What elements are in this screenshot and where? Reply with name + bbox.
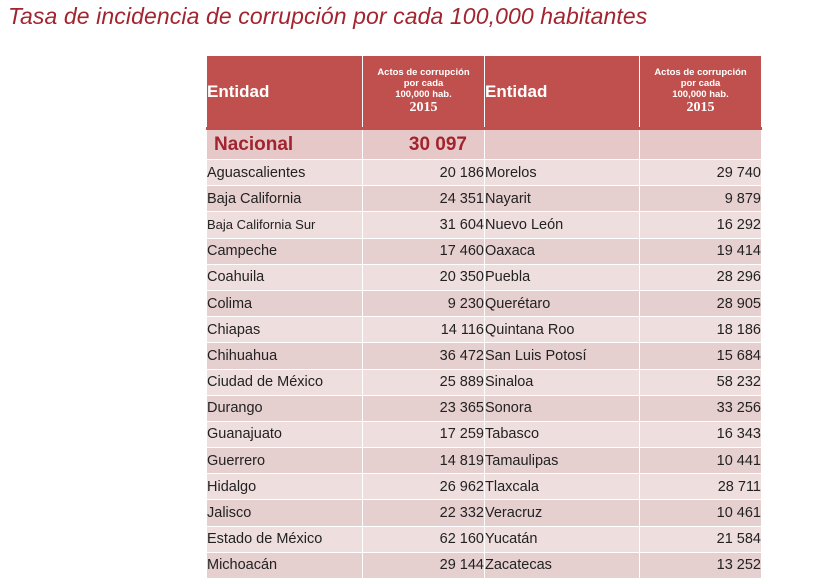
right-entity-value: 33 256: [640, 395, 762, 421]
right-entity-name: Morelos: [485, 160, 640, 186]
table-header-row: [207, 56, 762, 129]
right-entity-name: Puebla: [485, 264, 640, 290]
empty-cell: [485, 129, 640, 160]
left-entity-name: Durango: [207, 395, 363, 421]
right-entity-value: 10 441: [640, 448, 762, 474]
left-entity-name: Guanajuato: [207, 421, 363, 447]
table-row: [207, 526, 762, 552]
left-entity-name: Jalisco: [207, 500, 363, 526]
table-row: [207, 212, 762, 238]
table-row: [207, 290, 762, 316]
metric-label-line1: Actos de corrupción: [654, 67, 747, 78]
right-entity-name: Quintana Roo: [485, 317, 640, 343]
left-entity-value: 14 819: [363, 448, 485, 474]
column-header-entidad-left: Entidad: [207, 56, 363, 129]
metric-label-line2: por cada: [680, 78, 721, 89]
metric-label-line3: 100,000 hab.: [395, 89, 452, 100]
metric-year: 2015: [686, 100, 715, 115]
right-entity-name: San Luis Potosí: [485, 343, 640, 369]
left-entity-name: Campeche: [207, 238, 363, 264]
table-row: [207, 448, 762, 474]
left-entity-value: 31 604: [363, 212, 485, 238]
table-row: [207, 317, 762, 343]
right-entity-value: 19 414: [640, 238, 762, 264]
left-entity-name: Coahuila: [207, 264, 363, 290]
table-row: [207, 186, 762, 212]
right-entity-name: Tlaxcala: [485, 474, 640, 500]
right-entity-value: 28 711: [640, 474, 762, 500]
right-entity-value: 29 740: [640, 160, 762, 186]
left-entity-name: Baja California Sur: [207, 212, 363, 238]
corruption-incidence-table: [206, 55, 762, 579]
nacional-row: [207, 129, 762, 160]
left-entity-value: 62 160: [363, 526, 485, 552]
right-entity-name: Oaxaca: [485, 238, 640, 264]
metric-year: 2015: [409, 100, 438, 115]
left-entity-name: Michoacán: [207, 552, 363, 578]
left-entity-name: Ciudad de México: [207, 369, 363, 395]
table-row: [207, 474, 762, 500]
right-entity-name: Nuevo León: [485, 212, 640, 238]
left-entity-value: 9 230: [363, 290, 485, 316]
nacional-value: 30 097: [363, 129, 485, 160]
table-row: [207, 343, 762, 369]
left-entity-name: Aguascalientes: [207, 160, 363, 186]
right-entity-value: 16 292: [640, 212, 762, 238]
left-entity-value: 25 889: [363, 369, 485, 395]
left-entity-value: 36 472: [363, 343, 485, 369]
page-title: Tasa de incidencia de corrupción por cada 100,000 habitantes: [8, 3, 648, 29]
left-entity-value: 17 460: [363, 238, 485, 264]
table-row: [207, 500, 762, 526]
table-row: [207, 369, 762, 395]
left-entity-value: 24 351: [363, 186, 485, 212]
column-header-metric-right: [640, 56, 762, 129]
right-entity-value: 58 232: [640, 369, 762, 395]
right-entity-value: 18 186: [640, 317, 762, 343]
right-entity-value: 13 252: [640, 552, 762, 578]
nacional-label: Nacional: [207, 129, 363, 160]
right-entity-name: Sinaloa: [485, 369, 640, 395]
empty-cell: [640, 129, 762, 160]
right-entity-value: 16 343: [640, 421, 762, 447]
left-entity-value: 26 962: [363, 474, 485, 500]
table-row: [207, 395, 762, 421]
table-row: [207, 160, 762, 186]
right-entity-name: Tabasco: [485, 421, 640, 447]
left-entity-value: 23 365: [363, 395, 485, 421]
left-entity-name: Baja California: [207, 186, 363, 212]
right-entity-name: Querétaro: [485, 290, 640, 316]
metric-label-line3: 100,000 hab.: [672, 89, 729, 100]
table-row: [207, 421, 762, 447]
metric-label-line1: Actos de corrupción: [377, 67, 470, 78]
table-row: [207, 238, 762, 264]
left-entity-value: 22 332: [363, 500, 485, 526]
right-entity-name: Veracruz: [485, 500, 640, 526]
left-entity-name: Chihuahua: [207, 343, 363, 369]
left-entity-name: Chiapas: [207, 317, 363, 343]
right-entity-value: 15 684: [640, 343, 762, 369]
left-entity-value: 17 259: [363, 421, 485, 447]
left-entity-name: Guerrero: [207, 448, 363, 474]
right-entity-name: Tamaulipas: [485, 448, 640, 474]
right-entity-name: Sonora: [485, 395, 640, 421]
left-entity-value: 29 144: [363, 552, 485, 578]
table-row: [207, 264, 762, 290]
right-entity-name: Zacatecas: [485, 552, 640, 578]
column-header-metric-left: [363, 56, 485, 129]
column-header-entidad-right: Entidad: [485, 56, 640, 129]
right-entity-value: 10 461: [640, 500, 762, 526]
left-entity-name: Estado de México: [207, 526, 363, 552]
left-entity-name: Hidalgo: [207, 474, 363, 500]
table-row: [207, 552, 762, 578]
right-entity-value: 21 584: [640, 526, 762, 552]
right-entity-value: 28 905: [640, 290, 762, 316]
left-entity-value: 20 186: [363, 160, 485, 186]
left-entity-value: 20 350: [363, 264, 485, 290]
left-entity-value: 14 116: [363, 317, 485, 343]
right-entity-value: 9 879: [640, 186, 762, 212]
left-entity-name: Colima: [207, 290, 363, 316]
right-entity-value: 28 296: [640, 264, 762, 290]
right-entity-name: Yucatán: [485, 526, 640, 552]
right-entity-name: Nayarit: [485, 186, 640, 212]
metric-label-line2: por cada: [403, 78, 444, 89]
